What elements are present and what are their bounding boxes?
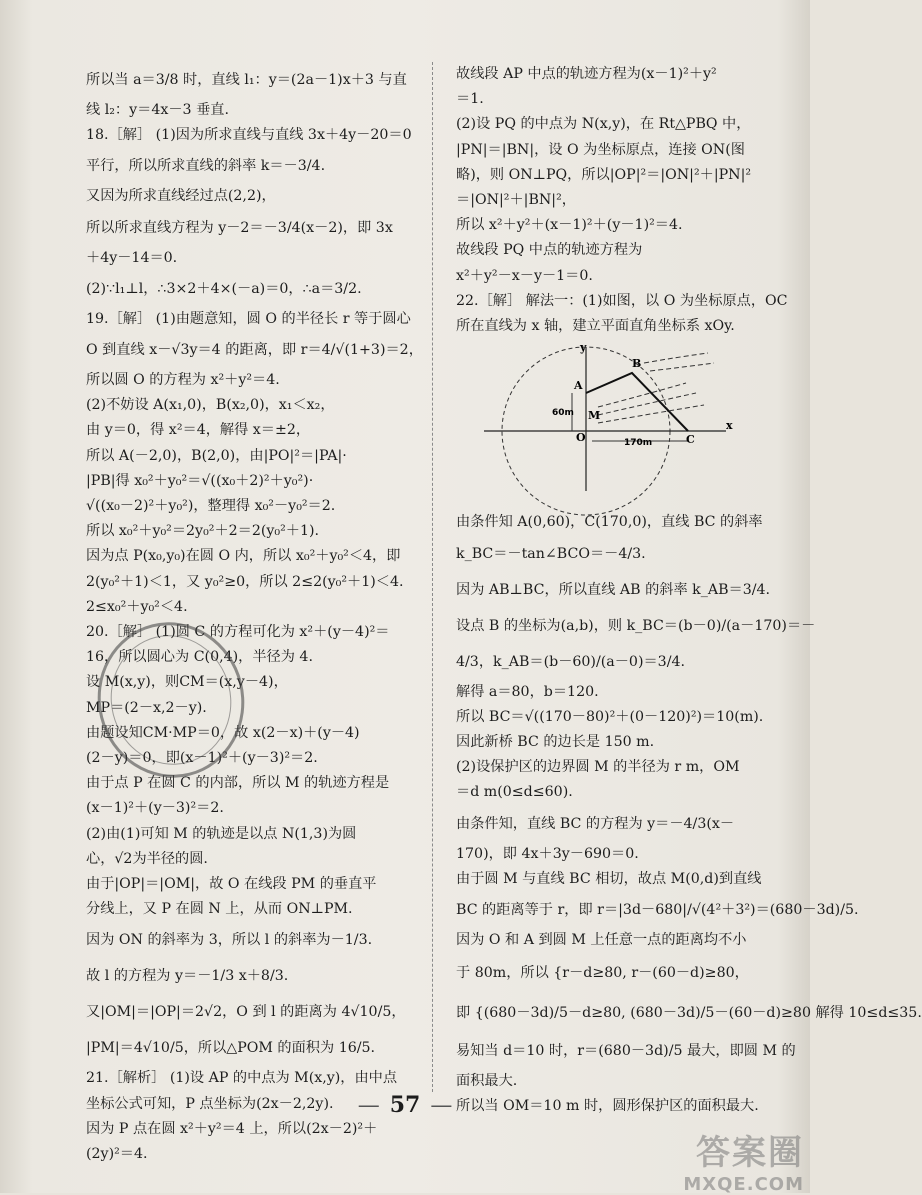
watermark-url: MXQE.COM [683, 1174, 804, 1195]
text-line: k_BC＝－tan∠BCO＝－4/3. [456, 545, 646, 562]
text-line: 坐标公式可知，P 点坐标为(2x－2,2y). [86, 1095, 334, 1112]
dashed-arc [650, 363, 714, 371]
text-line: 19.［解］ (1)由题意知，圆 O 的半径长 r 等于圆心 [86, 310, 411, 327]
text-line: 于 80m，所以 {r－d≥80, r－(60－d)≥80， [456, 965, 749, 982]
text-line: 由题设知CM·MP＝0，故 x(2－x)＋(y－4) [86, 724, 360, 741]
text-line: 心，√2为半径的圆. [86, 850, 208, 867]
label-x: x [726, 419, 733, 433]
text-line: 所以 x₀²＋y₀²＝2y₀²＋2＝2(y₀²＋1). [86, 523, 320, 540]
text-line: |PN|＝|BN|，设 O 为坐标原点，连接 ON(图 [456, 141, 745, 158]
text-line: |PB|得 x₀²＋y₀²＝√((x₀＋2)²＋y₀²)· [86, 472, 314, 489]
text-line: 略)，则 ON⊥PQ，所以|OP|²＝|ON|²＋|PN|² [456, 166, 752, 183]
page-number-value: 57 [389, 1092, 421, 1118]
text-line: x²＋y²－x－y－1＝0. [456, 267, 593, 284]
text-line: 分线上，又 P 在圆 N 上，从而 ON⊥PM. [86, 901, 353, 918]
text-line: 由于|OP|＝|OM|，故 O 在线段 PM 的垂直平 [86, 876, 377, 893]
text-line: 所在直线为 x 轴，建立平面直角坐标系 xOy. [456, 318, 735, 335]
text-line: ＋4y－14＝0. [86, 249, 178, 266]
label-b: B [632, 357, 642, 371]
text-line: MP＝(2－x,2－y). [86, 699, 207, 716]
column-divider [432, 62, 433, 1092]
right-column [456, 62, 922, 1120]
text-line: 因此新桥 BC 的边长是 150 m. [456, 734, 655, 751]
stamp-inner-ring [97, 622, 245, 777]
dashed-arc [598, 393, 696, 415]
label-60m: 60m [552, 408, 574, 419]
text-line: (2)设保护区的边界圆 M 的半径为 r m，OM [456, 759, 740, 776]
text-line: 所以所求直线方程为 y－2＝－3/4(x－2)，即 3x [86, 219, 393, 236]
label-c: C [686, 433, 695, 447]
text-line: ＝1. [456, 91, 484, 108]
text-line: 又因为所求直线经过点(2,2)， [86, 188, 276, 205]
text-line: 设点 B 的坐标为(a,b)，则 k_BC＝(b－0)/(a－170)＝－ [456, 617, 816, 634]
bridge-diagram [464, 343, 744, 493]
text-line: O 到直线 x－√3y＝4 的距离，即 r＝4/√(1+3)＝2， [86, 342, 423, 359]
text-line: 因为 P 点在圆 x²＋y²＝4 上，所以(2x－2)²＋ [86, 1120, 378, 1137]
text-line: 设 M(x,y)，则CM＝(x,y－4)， [86, 674, 288, 691]
label-y: y [580, 341, 587, 355]
text-line: 即 {(680－3d)/5－d≥80, (680－3d)/5－(60－d)≥80 解得 10≤d≤35. [456, 1005, 922, 1022]
text-line: 所以 A(－2,0)，B(2,0)，由|PO|²＝|PA|· [86, 447, 347, 464]
label-m: M [588, 409, 601, 423]
text-line: 所以 x²＋y²＋(x－1)²＋(y－1)²＝4. [456, 217, 683, 234]
text-line: 20.［解］ (1)圆 C 的方程可化为 x²＋(y－4)²＝ [86, 624, 390, 641]
text-line: 又|OM|＝|OP|＝2√2，O 到 l 的距离为 4√10/5， [86, 1004, 406, 1021]
text-line: 170)，即 4x＋3y－690＝0. [456, 845, 639, 862]
text-line: 由于圆 M 与直线 BC 相切，故点 M(0,d)到直线 [456, 870, 762, 887]
text-line: 故 l 的方程为 y＝－1/3 x＋8/3. [86, 968, 289, 985]
text-line: 易知当 d＝10 时，r＝(680－3d)/5 最大，即圆 M 的 [456, 1043, 796, 1060]
dashed-arc [598, 383, 686, 407]
text-line: 因为 ON 的斜率为 3，所以 l 的斜率为－1/3. [86, 932, 373, 949]
text-line: (2)不妨设 A(x₁,0)，B(x₂,0)，x₁＜x₂， [86, 397, 335, 414]
text-line: 所以 BC＝√((170－80)²＋(0－120)²)＝10(m). [456, 708, 764, 725]
text-line: 22.［解］ 解法一：(1)如图，以 O 为坐标原点，OC [456, 292, 788, 309]
text-line: 2(y₀²＋1)＜1，又 y₀²≥0，所以 2≤2(y₀²＋1)＜4. [86, 573, 404, 590]
text-line: (x－1)²＋(y－3)²＝2. [86, 800, 224, 817]
text-line: 因为 O 和 A 到圆 M 上任意一点的距离均不小 [456, 932, 747, 949]
label-170m: 170m [624, 438, 653, 449]
text-line: 16，所以圆心为 C(0,4)，半径为 4. [86, 649, 313, 666]
text-line: √((x₀－2)²＋y₀²)，整理得 x₀²－y₀²＝2. [86, 498, 336, 515]
label-o: O [576, 431, 586, 445]
text-line: 故线段 AP 中点的轨迹方程为(x－1)²＋y² [456, 66, 717, 82]
text-line: 2≤x₀²＋y₀²＜4. [86, 598, 188, 615]
text-line: 线 l₂：y＝4x－3 垂直. [86, 102, 229, 118]
text-line: |PM|＝4√10/5，所以△POM 的面积为 16/5. [86, 1040, 376, 1057]
text-line: (2)设 PQ 的中点为 N(x,y)，在 Rt△PBQ 中， [456, 116, 751, 133]
page-number [0, 1092, 810, 1118]
text-line: 平行，所以所求直线的斜率 k＝－3/4. [86, 158, 326, 175]
text-line: 18.［解］ (1)因为所求直线与直线 3x＋4y－20＝0 [86, 127, 412, 144]
text-line: 所以当 a＝3/8 时，直线 l₁：y＝(2a－1)x＋3 与直 [86, 72, 407, 88]
text-line: BC 的距离等于 r，即 r＝|3d－680|/√(4²＋3²)＝(680－3d)/5. [456, 902, 859, 919]
text-line: 由于点 P 在圆 C 的内部，所以 M 的轨迹方程是 [86, 775, 390, 792]
text-line: (2)∵l₁⊥l，∴3×2＋4×(－a)＝0，∴a＝3/2. [86, 280, 362, 297]
text-line: ＝d m(0≤d≤60). [456, 784, 573, 801]
text-line: 所以圆 O 的方程为 x²＋y²＝4. [86, 372, 280, 389]
page-number-dash-left: — [357, 1093, 380, 1118]
text-line: ＝|ON|²＋|BN|²， [456, 192, 576, 209]
text-line: 所以当 OM＝10 m 时，圆形保护区的面积最大. [456, 1098, 759, 1115]
left-column [86, 62, 423, 1167]
label-a: A [574, 379, 583, 393]
text-line: 21.［解析］ (1)设 AP 的中点为 M(x,y)，由中点 [86, 1070, 398, 1087]
text-line: 故线段 PQ 中点的轨迹方程为 [456, 242, 643, 259]
watermark-title: 答案圈 [696, 1133, 804, 1173]
text-line: 因为 AB⊥BC，所以直线 AB 的斜率 k_AB＝3/4. [456, 581, 771, 598]
page-number-dash-right: — [430, 1093, 453, 1118]
text-line: (2y)²＝4. [86, 1146, 148, 1163]
dashed-arc [598, 405, 704, 423]
text-line: (2－y)＝0，即(x－1)²＋(y－3)²＝2. [86, 750, 318, 767]
text-line: 因为点 P(x₀,y₀)在圆 O 内，所以 x₀²＋y₀²＜4，即 [86, 548, 401, 565]
text-line: 由 y＝0，得 x²＝4，解得 x＝±2， [86, 422, 311, 439]
text-line: (2)由(1)可知 M 的轨迹是以点 N(1,3)为圆 [86, 825, 357, 842]
text-line: 4/3，k_AB＝(b－60)/(a－0)＝3/4. [456, 653, 686, 670]
text-line: 解得 a＝80，b＝120. [456, 683, 599, 700]
watermark-logo [654, 1125, 804, 1195]
text-line: 由条件知，直线 BC 的方程为 y＝－4/3(x－ [456, 815, 735, 832]
text-line: 面积最大. [456, 1073, 518, 1090]
dashed-arc [644, 353, 708, 363]
text-line: 由条件知 A(0,60)，C(170,0)，直线 BC 的斜率 [456, 514, 763, 531]
